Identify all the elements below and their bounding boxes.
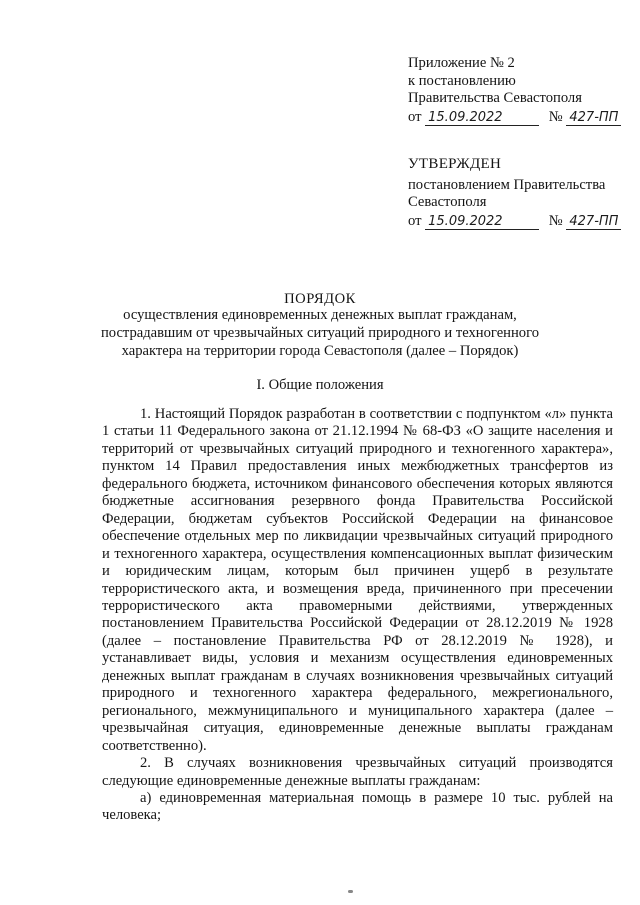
appendix-date-line (408, 109, 621, 127)
appendix-from-label: от (408, 108, 422, 125)
approved-block (408, 156, 621, 230)
section-heading: I. Общие положения (256, 377, 384, 393)
appendix-title: Приложение № 2 (408, 55, 515, 71)
approved-line-3: Севастополя (408, 194, 487, 210)
paragraph-1: 1. Настоящий Порядок разработан в соответствии с подпунктом «л» пункта 1 статьи 11 Федерального закона от 21.12.1994 № 68-ФЗ «О защите населения и территорий от чрезвычайных ситуаций природного и техногенного характера», пунктом 14 Правил предоставления иных межбюджетных трансфертов из федерального бюджета, источником финансового обеспечения которых являются бюджетные ассигнования резервного фонда Правительства Российской Федерации, бюджетам субъектов Российской Федерации на финансовое обеспечение отдельных мер по ликвидации чрезвычайных ситуаций природного и техногенного характера, осуществления компенсационных выплат физическим и юридическим лицам, которым был причинен ущерб в результате террористического акта, и возмещения вреда, причиненного при пресечении террористического акта правомерными действиями, утвержденных постановлением Правительства Российской Федерации от 28.12.2019 № 1928 (далее – постановление Правительства РФ от 28.12.2019 № 1928), и устанавливает виды, условия и механизм осуществления единовременных денежных выплат гражданам в случаях возникновения чрезвычайных ситуаций природного и техногенного характера федерального, межрегионального, регионального, межмуниципального и муниципального характера (далее – чрезвычайная ситуация, единовременные денежные выплаты гражданам соответственно). (102, 406, 613, 754)
approved-line-2: постановлением Правительства (408, 176, 606, 193)
paragraph-3: а) единовременная материальная помощь в размере 10 тыс. рублей на человека; (102, 789, 613, 824)
approved-date: 15.09.2022 (425, 215, 539, 230)
approved-from-label: от (408, 212, 422, 229)
appendix-number-sign: № (548, 108, 563, 125)
document-subtitle: осуществления единовременных денежных выплат гражданам, пострадавшим от чрезвычайных ситуаций природного и техногенного характера на территории города Севастополя (далее – Порядок) (100, 307, 540, 359)
appendix-date: 15.09.2022 (425, 111, 539, 126)
approved-number-sign: № (548, 212, 563, 229)
document-title: ПОРЯДОК (284, 291, 356, 307)
appendix-number: 427-ПП (566, 111, 621, 126)
appendix-line-2: к постановлению (408, 72, 516, 89)
approved-date-line (408, 213, 621, 231)
approved-title: УТВЕРЖДЕН (408, 156, 502, 172)
approved-number: 427-ПП (566, 215, 621, 230)
appendix-line-3: Правительства Севастополя (408, 90, 582, 106)
scan-speck (348, 890, 353, 893)
document-body (102, 406, 613, 825)
appendix-block (408, 55, 621, 126)
paragraph-2: 2. В случаях возникновения чрезвычайных ситуаций производятся следующие единовременные денежные выплаты гражданам: (102, 755, 613, 789)
